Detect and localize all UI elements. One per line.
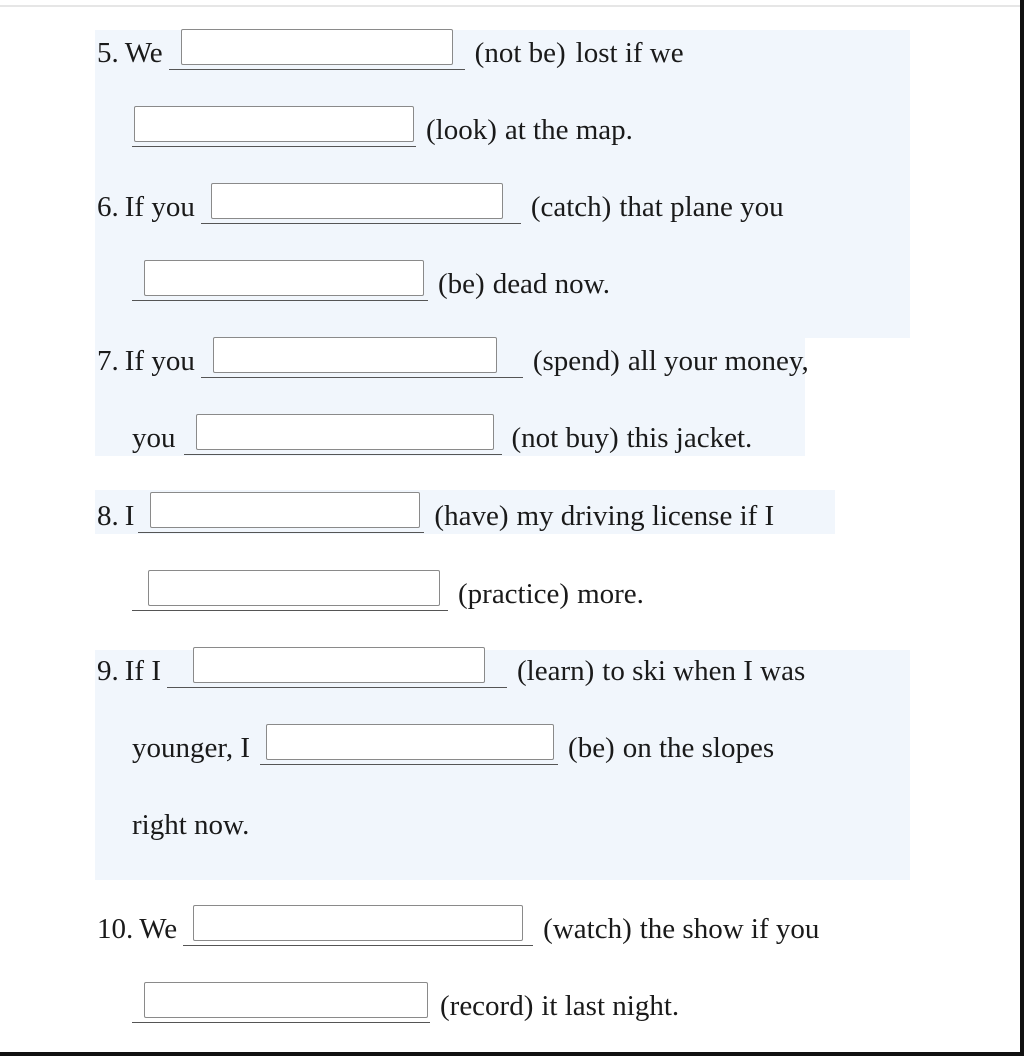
- item-8-line-1: [97, 498, 774, 533]
- item-9-line-2: [132, 730, 774, 765]
- item-number: 6.: [97, 190, 119, 223]
- item-7-line-1: [97, 343, 809, 378]
- prompt-text: it last night.: [541, 989, 680, 1022]
- verb-hint: (spend): [532, 344, 620, 377]
- answer-blank[interactable]: [181, 29, 453, 65]
- verb-hint: (have): [434, 499, 509, 532]
- prompt-text: right now.: [132, 809, 250, 841]
- item-9-line-3: [132, 808, 249, 842]
- item-6-line-1: [97, 189, 784, 224]
- item-10-line-1: [97, 911, 819, 946]
- answer-blank[interactable]: [150, 492, 420, 528]
- prompt-text: all your money,: [627, 344, 809, 377]
- answer-blank[interactable]: [266, 724, 554, 760]
- verb-hint: (practice): [458, 577, 570, 610]
- bottom-border: [0, 1052, 1024, 1056]
- item-8-line-2: [132, 576, 644, 611]
- verb-hint: (look): [426, 113, 497, 146]
- item-10-line-2: [132, 988, 679, 1023]
- verb-hint: (learn): [516, 654, 595, 687]
- item-5-line-2: [132, 112, 633, 147]
- prompt-text: more.: [577, 577, 644, 610]
- prompt-text: at the map.: [504, 113, 633, 146]
- item-6-line-2: [132, 266, 610, 301]
- prompt-text: If I: [124, 654, 161, 687]
- right-border: [1020, 0, 1024, 1056]
- prompt-text: that plane you: [619, 190, 784, 223]
- prompt-text: lost if we: [575, 36, 684, 69]
- item-number: 7.: [97, 344, 119, 377]
- prompt-text: We: [124, 36, 163, 69]
- item-5-line-1: [97, 35, 684, 70]
- verb-hint: (not be): [474, 36, 566, 69]
- item-number: 5.: [97, 36, 119, 69]
- item-9-line-1: [97, 653, 805, 688]
- answer-blank[interactable]: [211, 183, 503, 219]
- answer-blank[interactable]: [193, 905, 523, 941]
- prompt-text: If you: [124, 190, 195, 223]
- prompt-text: you: [132, 421, 176, 454]
- prompt-text: my driving license if I: [516, 499, 775, 532]
- prompt-text: younger, I: [132, 731, 251, 764]
- prompt-text: the show if you: [639, 912, 820, 945]
- item-number: 10.: [97, 912, 134, 945]
- prompt-text: dead now.: [492, 267, 610, 300]
- prompt-text: I: [124, 499, 135, 532]
- answer-blank[interactable]: [148, 570, 440, 606]
- item-number: 9.: [97, 654, 119, 687]
- answer-blank[interactable]: [193, 647, 485, 683]
- prompt-text: We: [139, 912, 178, 945]
- verb-hint: (not buy): [511, 421, 619, 454]
- verb-hint: (watch): [543, 912, 632, 945]
- answer-blank[interactable]: [144, 982, 428, 1018]
- top-rule: [0, 5, 1024, 7]
- verb-hint: (catch): [530, 190, 612, 223]
- answer-blank[interactable]: [213, 337, 497, 373]
- verb-hint: (be): [438, 267, 485, 300]
- item-7-line-2: [132, 420, 752, 455]
- prompt-text: on the slopes: [622, 731, 775, 764]
- verb-hint: (be): [568, 731, 615, 764]
- prompt-text: If you: [124, 344, 195, 377]
- prompt-text: this jacket.: [626, 421, 753, 454]
- item-number: 8.: [97, 499, 119, 532]
- verb-hint: (record): [440, 989, 534, 1022]
- answer-blank[interactable]: [144, 260, 424, 296]
- answer-blank[interactable]: [196, 414, 494, 450]
- prompt-text: to ski when I was: [602, 654, 806, 687]
- answer-blank[interactable]: [134, 106, 414, 142]
